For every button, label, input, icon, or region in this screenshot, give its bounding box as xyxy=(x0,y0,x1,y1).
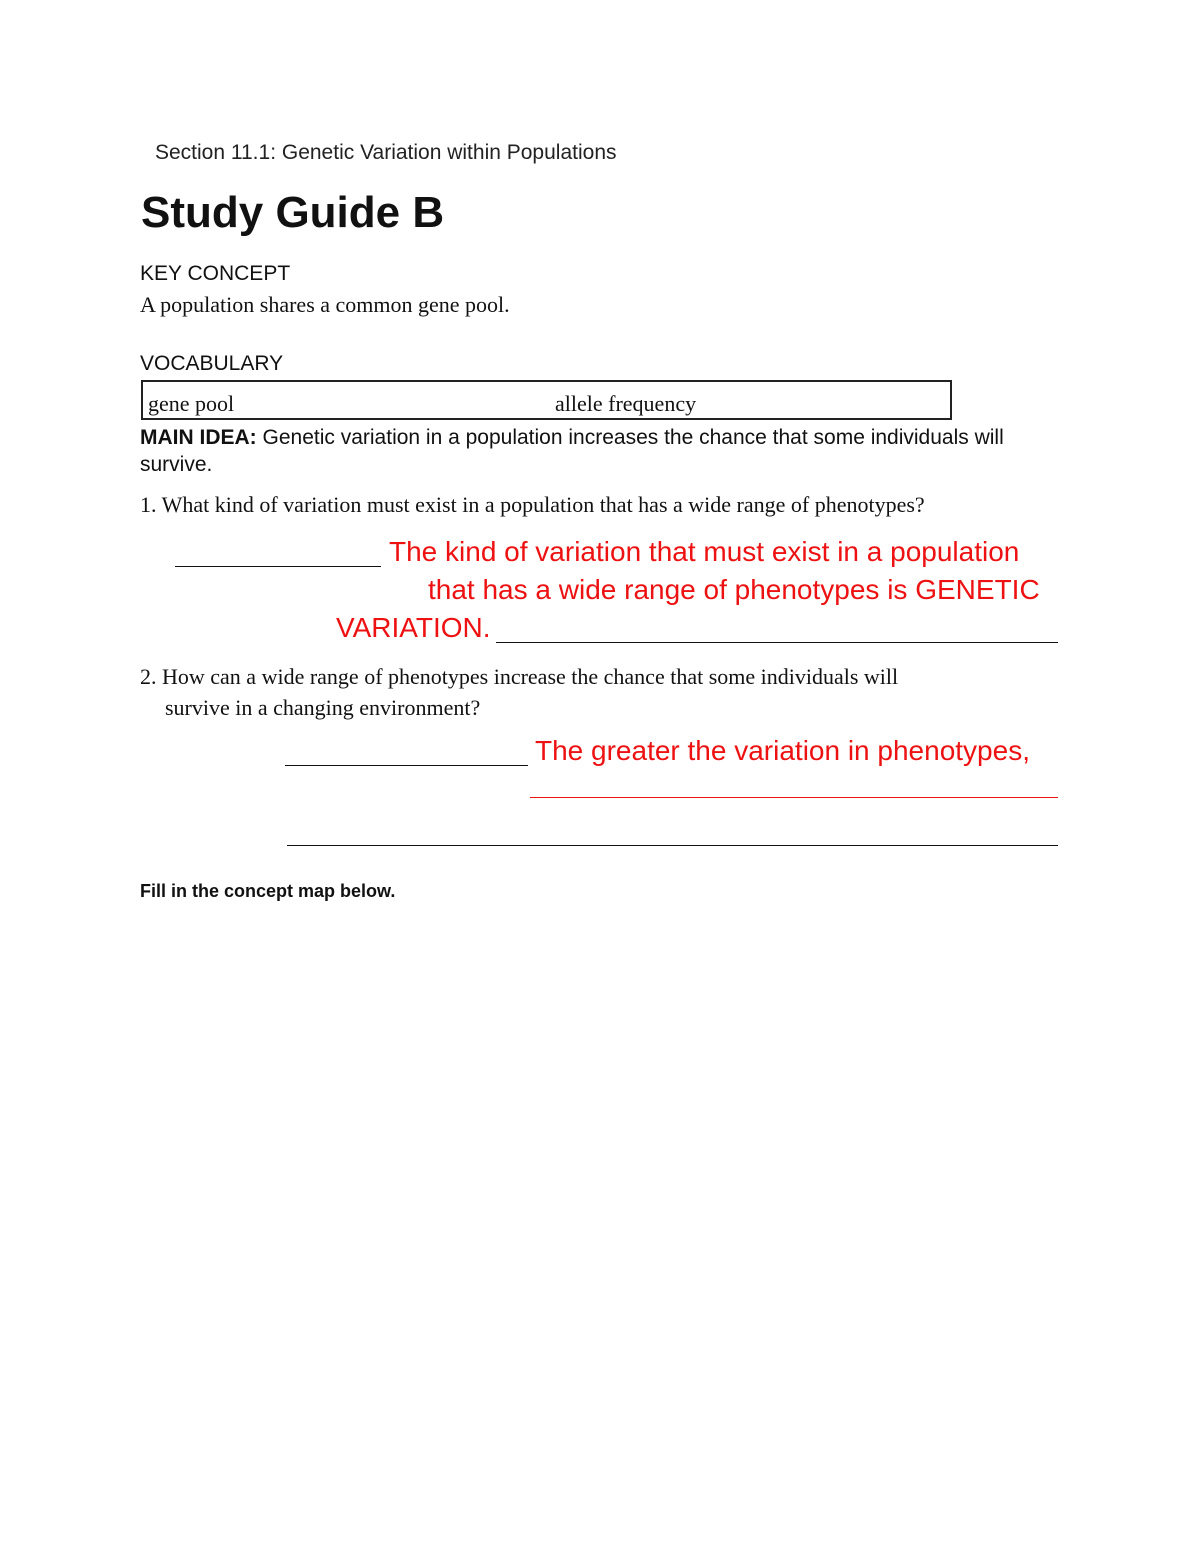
vocabulary-term: gene pool xyxy=(148,391,235,416)
question-2-prompt-line: survive in a changing environment? xyxy=(165,695,481,720)
main-idea xyxy=(140,424,1050,478)
key-concept-text: A population shares a common gene pool. xyxy=(140,292,510,317)
main-idea-text: Genetic variation in a population increases the chance that some individuals will survive. xyxy=(140,426,1004,476)
answer-1-line: that has a wide range of phenotypes is GENETIC xyxy=(428,574,1040,605)
answer-1-blank-line xyxy=(496,642,1058,643)
answer-2-blank-line xyxy=(287,845,1058,846)
page-title: Study Guide B xyxy=(141,188,445,237)
concept-map-instruction: Fill in the concept map below. xyxy=(140,881,396,901)
question-2-prompt xyxy=(140,661,1040,723)
answer-2-blank-line xyxy=(530,797,1058,798)
answer-2-blank-line xyxy=(285,765,528,766)
answer-1-line: VARIATION. xyxy=(336,612,491,643)
vocabulary-box xyxy=(141,380,952,420)
question-2-prompt-line: 2. How can a wide range of phenotypes increase the chance that some individuals will xyxy=(140,664,899,689)
vocabulary-term: allele frequency xyxy=(555,391,697,416)
section-header: Section 11.1: Genetic Variation within Populations xyxy=(155,141,617,164)
key-concept-heading: KEY CONCEPT xyxy=(140,262,291,285)
answer-1-blank-line xyxy=(175,566,381,567)
answer-1-line: The kind of variation that must exist in a population xyxy=(389,536,1020,567)
main-idea-label: MAIN IDEA: xyxy=(140,426,257,449)
answer-2-line: The greater the variation in phenotypes, xyxy=(535,735,1030,766)
vocabulary-heading: VOCABULARY xyxy=(140,352,284,375)
question-1-prompt: 1. What kind of variation must exist in a population that has a wide range of phenotypes? xyxy=(140,492,925,517)
